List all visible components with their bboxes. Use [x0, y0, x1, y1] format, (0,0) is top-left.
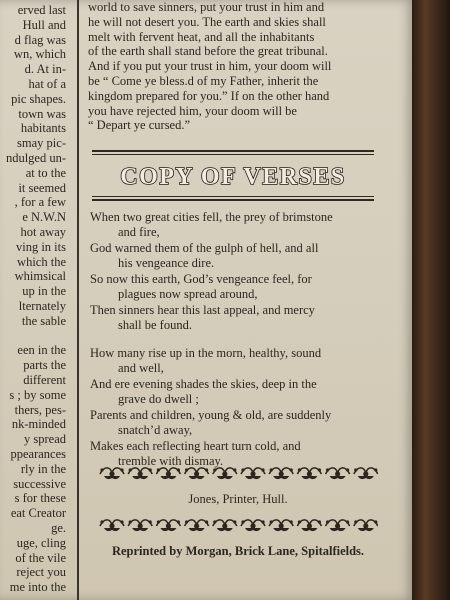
left-column-line: uge, cling — [16, 535, 66, 550]
main-column — [88, 0, 388, 600]
left-column-line: erved last — [17, 3, 66, 17]
left-column-line: rly in the — [20, 461, 66, 476]
left-column-line: Hull and — [22, 17, 66, 32]
floral-ornament-icon — [100, 468, 124, 479]
floral-ornament-icon — [297, 468, 321, 479]
left-column-line: e N.W.N — [22, 210, 66, 225]
verse-line: God warned them of the gulph of hell, and all — [90, 241, 319, 255]
sermon-line: you have rejected him, your doom will be — [88, 103, 297, 118]
heading-rule-top — [92, 150, 374, 152]
verse-line-continued: and well, — [118, 361, 164, 375]
floral-ornament-icon — [185, 468, 209, 479]
floral-ornament-icon — [156, 520, 180, 531]
floral-ornament-icon — [269, 468, 293, 479]
floral-ornament-icon — [326, 468, 350, 479]
sermon-line: And if you put your trust in him, your doom will — [88, 59, 332, 74]
left-column-line: which the — [17, 254, 66, 269]
floral-ornament-icon — [213, 520, 237, 531]
left-column-text — [0, 0, 70, 600]
verse-line: When two great cities fell, the prey of brimstone — [90, 210, 333, 224]
left-column-line: whimsical — [14, 269, 66, 284]
verse-line-continued: snatch’d away, — [118, 423, 193, 437]
floral-ornament-icon — [269, 520, 293, 531]
left-column-line: ndulged un- — [5, 151, 66, 165]
floral-ornament-icon — [326, 520, 350, 531]
left-column-line: , for a few — [14, 195, 66, 210]
sermon-line: of the earth shall stand before the great tribunal. — [88, 44, 328, 59]
left-column-line: een in the — [17, 343, 66, 358]
left-column-line: smay pic- — [17, 136, 66, 151]
left-column-line: nk-minded — [11, 417, 66, 432]
printer-credit: Jones, Printer, Hull. — [188, 492, 288, 506]
verse-line: Makes each reflecting heart turn cold, and — [90, 439, 301, 453]
verse-line: So now this earth, God’s vengeance feel, for — [90, 272, 312, 286]
left-column-line: parts the — [23, 358, 66, 373]
verse-line: How many rise up in the morn, healthy, sound — [90, 346, 322, 360]
left-column-line: the sable — [21, 313, 66, 328]
sermon-line: be “ Come ye bless.d of my Father, inherit the — [88, 74, 319, 88]
floral-ornament-row-top — [96, 462, 378, 484]
verse-line: Parents and children, young & old, are suddenly — [90, 408, 332, 422]
left-column-line: it seemed — [18, 180, 66, 195]
sermon-line: he will not desert you. The earth and skies shall — [88, 14, 326, 29]
floral-ornament-icon — [128, 520, 152, 531]
floral-ornament-icon — [156, 468, 180, 479]
verse-line-continued: shall be found. — [118, 318, 192, 332]
left-column-line: y spread — [24, 432, 66, 447]
sermon-line: kingdom prepared for you.” If on the other hand — [88, 88, 330, 103]
floral-ornament-icon — [354, 468, 378, 479]
floral-ornament-icon — [241, 468, 265, 479]
left-column-line: s for these — [14, 491, 66, 506]
copy-of-verses-heading — [88, 157, 378, 195]
verse-line-continued: and fire, — [118, 225, 160, 239]
left-column-line: eat Creator — [10, 506, 66, 521]
column-rule — [77, 0, 79, 600]
left-column-line: different — [23, 373, 66, 387]
left-column-line: up in the — [22, 284, 66, 299]
heading-rule-bottom — [92, 199, 374, 201]
verse-line: And ere evening shades the skies, deep in the — [90, 377, 317, 391]
left-column-line: of the vile — [15, 550, 66, 565]
left-column-line: d flag was — [14, 32, 66, 47]
left-column-line: habitants — [20, 121, 66, 136]
left-column-line: hat of a — [28, 77, 66, 91]
floral-ornament-icon — [297, 520, 321, 531]
left-column-line: s ; by some — [9, 387, 66, 402]
left-column-line: successive — [13, 476, 66, 491]
floral-ornament-icon — [241, 520, 265, 531]
verse-line: Then sinners hear this last appeal, and mercy — [90, 303, 315, 317]
floral-ornament-icon — [185, 520, 209, 531]
left-column-line: me into the — [9, 580, 66, 595]
left-column-line: thers, pes- — [14, 402, 66, 417]
verse-line-continued: grave do dwell ; — [118, 392, 199, 406]
left-column-line: at to the — [25, 165, 66, 180]
left-column-line: wn, which — [13, 47, 66, 62]
left-column-line: d. At in- — [24, 62, 66, 77]
left-column-line: ge. — [51, 521, 66, 535]
left-column-line: lternately — [18, 299, 66, 313]
sermon-line: melt with fervent heat, and all the inhabitants — [88, 29, 315, 44]
sermon-line: world to save sinners, put your trust in him and — [88, 0, 325, 14]
sermon-line: “ Depart ye cursed.” — [88, 118, 191, 133]
floral-ornament-row-bottom — [96, 514, 378, 536]
floral-ornament-icon — [213, 468, 237, 479]
heading-rule-bottom-thin — [92, 196, 374, 197]
verse-line-continued: plagues now spread around, — [118, 287, 258, 301]
floral-ornament-icon — [100, 520, 124, 531]
left-column-line: town was — [18, 106, 66, 121]
left-column-line: ving in its — [15, 239, 66, 254]
floral-ornament-icon — [128, 468, 152, 479]
floral-ornament-icon — [354, 520, 378, 531]
verse-line-continued: tremble with dismay. — [118, 454, 224, 468]
left-column-line: ppearances — [10, 447, 66, 461]
heading-text: COPY OF VERSES — [120, 164, 346, 190]
verse-line-continued: his vengeance dire. — [118, 256, 215, 270]
reprint-credit: Reprinted by Morgan, Brick Lane, Spitalfields. — [111, 544, 365, 558]
heading-rule-top-thin — [92, 154, 374, 155]
left-column-line: pic shapes. — [11, 91, 66, 106]
wooden-frame — [412, 0, 450, 600]
left-column-line: hot away — [20, 225, 66, 239]
left-column-line: reject you — [16, 565, 66, 580]
